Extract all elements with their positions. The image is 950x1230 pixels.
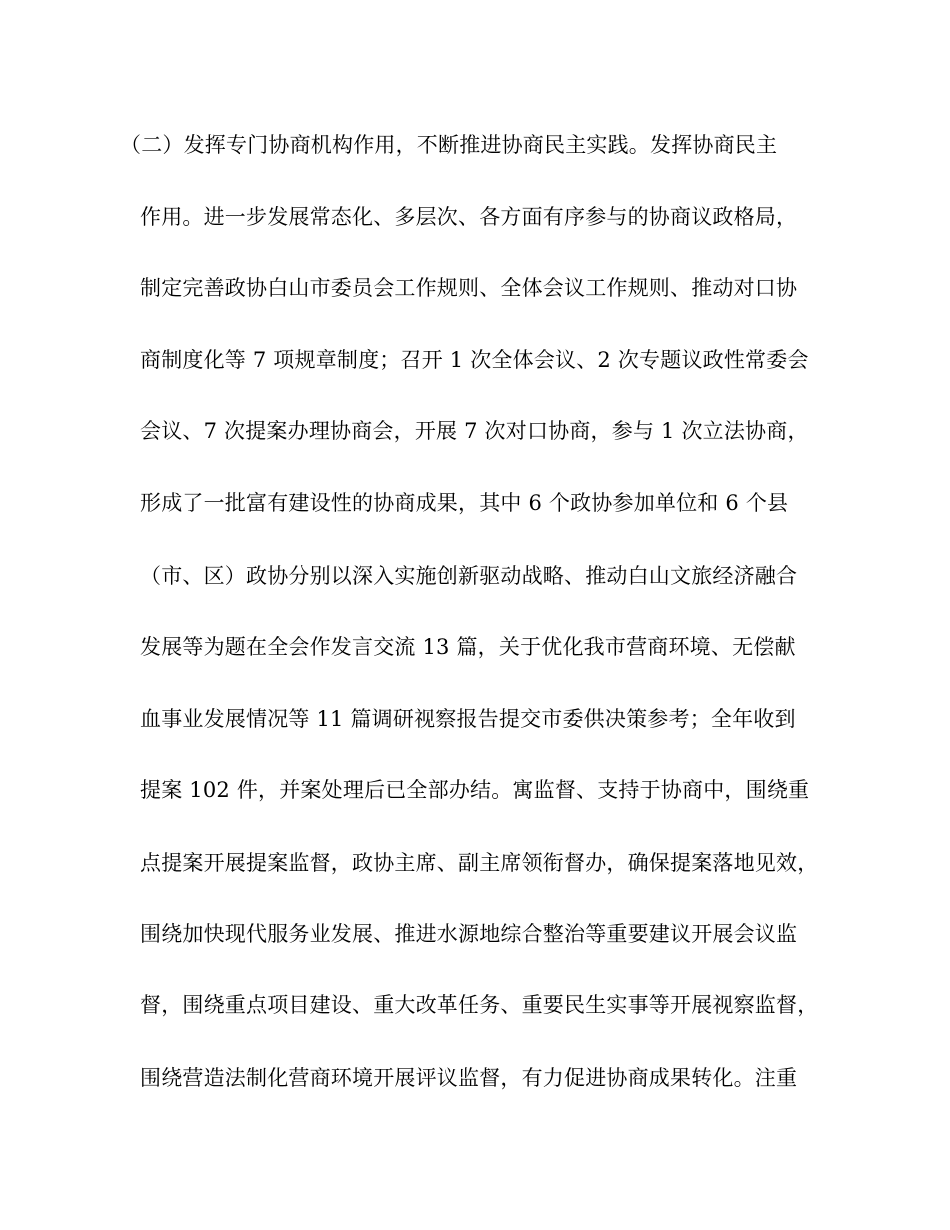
paragraph-line: 商制度化等 7 项规章制度；召开 1 次全体会议、2 次专题议政性常委会 (140, 348, 809, 372)
paragraph-line: 发展等为题在全会作发言交流 13 篇，关于优化我市营商环境、无偿献 (140, 635, 796, 659)
paragraph-line: 会议、7 次提案办理协商会，开展 7 次对口协商，参与 1 次立法协商， (140, 419, 809, 443)
paragraph-line: 提案 102 件，并案处理后已全部办结。寓监督、支持于协商中，围绕重 (140, 778, 810, 802)
paragraph-line: 围绕加快现代服务业发展、推进水源地综合整治等重要建议开展会议监 (140, 922, 798, 946)
paragraph-line: 作用。进一步发展常态化、多层次、各方面有序参与的协商议政格局， (140, 205, 798, 229)
paragraph-line: 督，围绕重点项目建设、重大改革任务、重要民生实事等开展视察监督， (140, 993, 819, 1017)
paragraph-line: （二）发挥专门协商机构作用，不断推进协商民主实践。发挥协商民主 (120, 133, 778, 157)
paragraph-line: 形成了一批富有建设性的协商成果，其中 6 个政协参加单位和 6 个县 (140, 491, 789, 515)
paragraph-line: 点提案开展提案监督，政协主席、副主席领衔督办，确保提案落地见效， (140, 851, 819, 875)
paragraph-line: （市、区）政协分别以深入实施创新驱动战略、推动白山文旅经济融合 (140, 564, 798, 588)
paragraph-line: 血事业发展情况等 11 篇调研视察报告提交市委供决策参考；全年收到 (140, 707, 796, 731)
paragraph-line: 制定完善政协白山市委员会工作规则、全体会议工作规则、推动对口协 (140, 276, 798, 300)
paragraph-line: 围绕营造法制化营商环境开展评议监督，有力促进协商成果转化。注重 (140, 1066, 798, 1090)
